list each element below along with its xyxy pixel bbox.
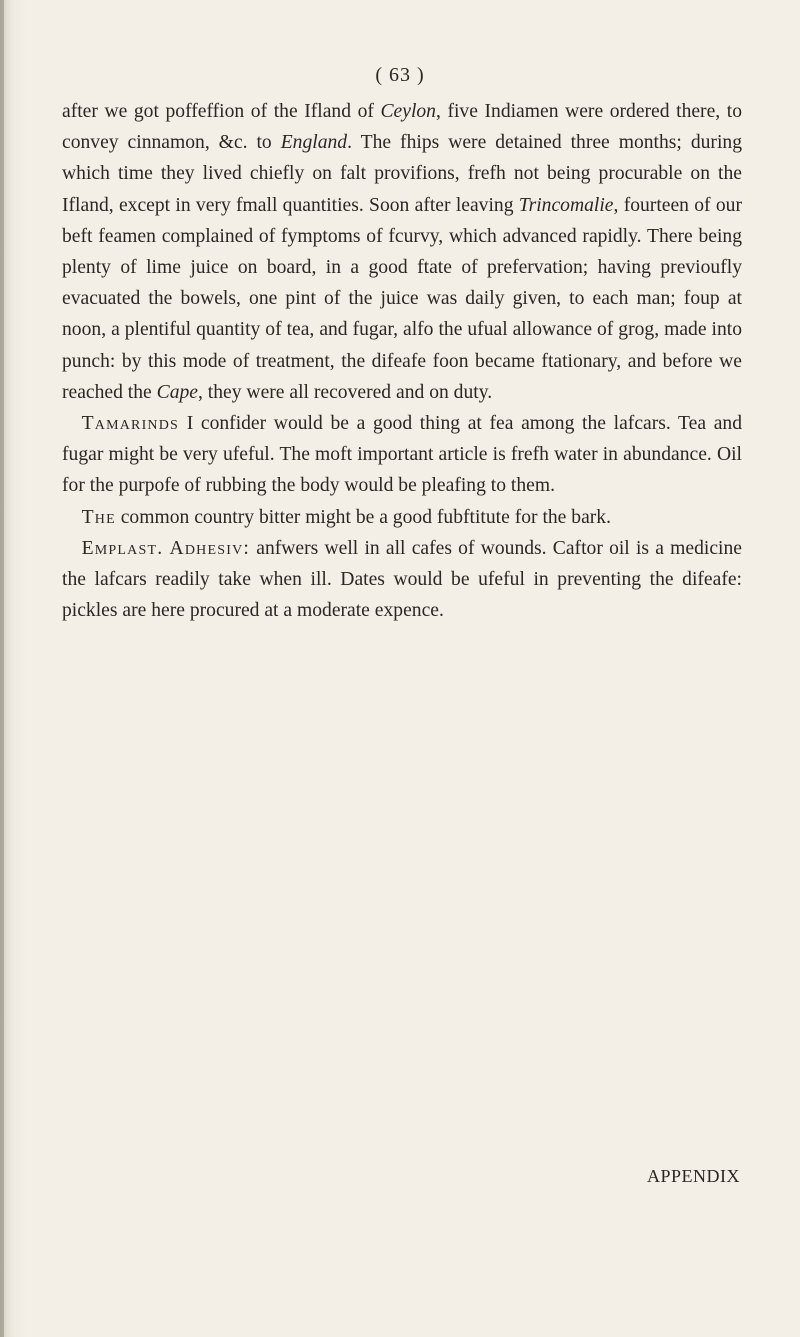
p1-text-e: , they were all recovered and on duty. [198, 381, 493, 403]
place-england: England [280, 132, 348, 154]
catchword: APPENDIX [646, 1166, 740, 1186]
paragraph-1 [62, 96, 742, 408]
page-number: ( 63 ) [375, 64, 425, 86]
p3-lead: The [81, 506, 116, 528]
p4-lead-2: Adhesiv: [169, 537, 251, 559]
paragraph-4 [62, 533, 742, 627]
p2-text: I confider would be a good thing at fea among the lafcars. Tea and fugar might be very ufeful. The moft important article is frefh water in abundance. Oil for the purpofe of rubbing the body would be pleafing to them. [62, 413, 742, 497]
p2-lead: Tamarinds [81, 413, 180, 435]
p4-lead-1: Emplast. [81, 537, 164, 559]
place-ceylon: Ceylon [380, 101, 436, 122]
p1-text-d: , fourteen of our beft feamen complained of fymptoms of fcurvy, which advanced rapidly. There being plenty of lime juice on board, in a good ftate of prefervation; having previoufly evacuated the bowels, one pint of the juice was daily given, to each man; foup at noon, a plentiful quantity of tea, and fugar, alfo the ufual allowance of grog, made into punch: by this mode of treatment, the difeafe foon became ftationary, and before we reached the [62, 194, 742, 403]
p3-text: common country bitter might be a good fubftitute for the bark. [115, 506, 611, 528]
paragraph-3 [62, 502, 742, 533]
p1-text-b: , five Indiamen were ordered there, to convey cinnamon, &c. to [62, 101, 742, 154]
place-trincomalie: Trincomalie [518, 194, 614, 216]
binding-gutter [0, 0, 4, 1337]
paragraph-2 [62, 408, 742, 502]
place-cape: Cape [156, 381, 198, 403]
p1-text-c: . The fhips were detained three months; during which time they lived chiefly on falt provifions, frefh not being procurable on the Ifland, except in very fmall quantities. Soon after leaving [62, 132, 742, 216]
p1-text-a: after we got poffeffion of the Ifland of [62, 101, 381, 122]
body-text [62, 96, 742, 626]
p4-text: anfwers well in all cafes of wounds. Caftor oil is a medicine the lafcars readily take when ill. Dates would be ufeful in preventing the difeafe: pickles are here procured at a moderate expence. [62, 537, 742, 622]
